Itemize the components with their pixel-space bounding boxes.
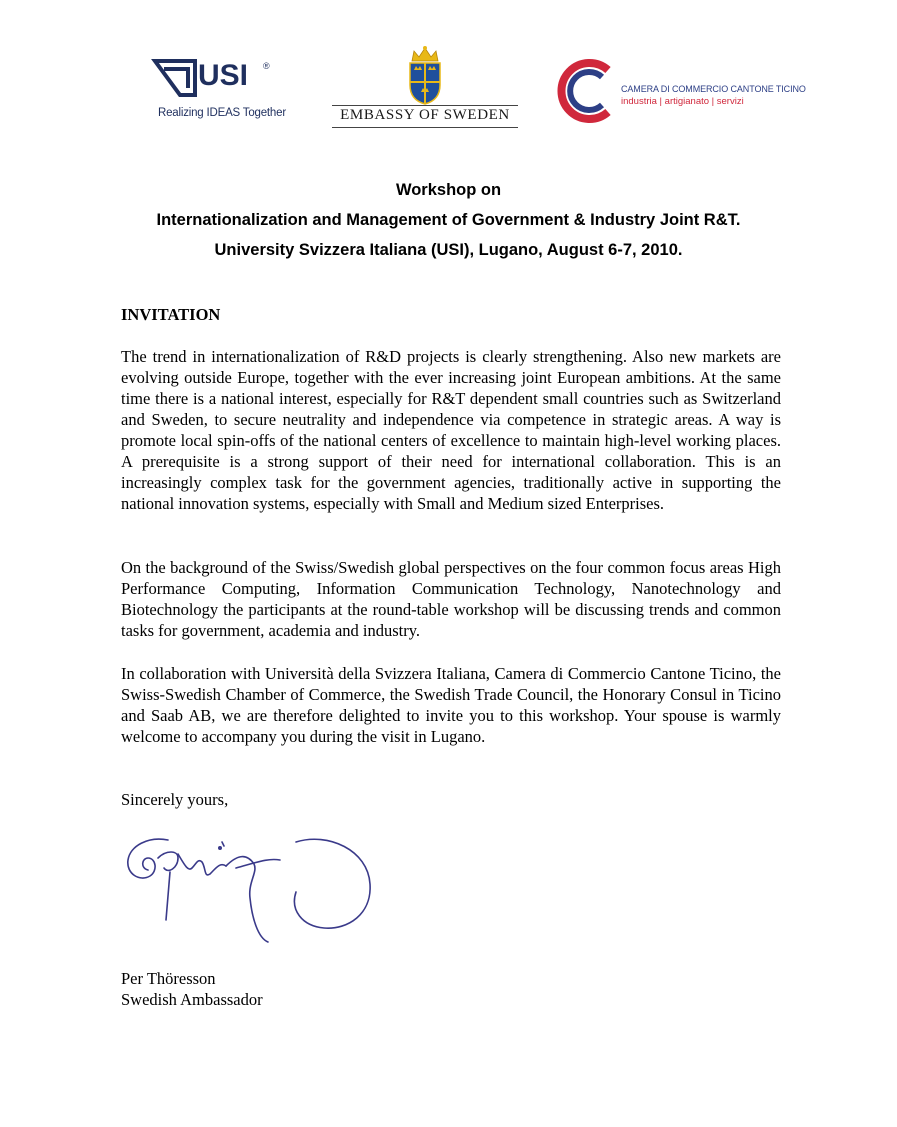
embassy-rule-top [332, 105, 518, 106]
embassy-name: EMBASSY OF SWEDEN [340, 107, 510, 123]
camera-commercio-logo [556, 58, 806, 124]
heading-workshop: Workshop on [395, 181, 502, 199]
usi-tagline: Realizing IDEAS Together [158, 107, 286, 119]
embassy-logo [332, 45, 520, 131]
camera-sectors: industria | artigianato | servizi [621, 96, 744, 107]
signer-name: Per Thöresson [121, 969, 216, 988]
heading-venue-date: University Svizzera Italiana (USI), Lugano, August 6-7, 2010. [214, 241, 683, 259]
usi-mark-icon [150, 55, 290, 105]
embassy-rule-bottom [332, 127, 518, 128]
invitation-title: INVITATION [121, 305, 221, 324]
closing: Sincerely yours, [121, 790, 229, 809]
signature-icon [118, 828, 383, 953]
usi-logo [150, 55, 295, 125]
signer-title: Swedish Ambassador [121, 990, 263, 1009]
heading-title: Internationalization and Management of Government & Industry Joint R&T. [156, 211, 741, 229]
usi-mark-text: USI [198, 59, 249, 92]
paragraph-3: In collaboration with Università della Svizzera Italiana, Camera di Commercio Cantone Ticino, the Swiss-Swedish Chamber of Commerce, the Swedish Trade Council, the Honorary Consul in Ticino and Saab AB, we are therefore delighted to invite you to this workshop. Your spouse is warmly welcome to accompany you during the visit in Lugano. [121, 664, 781, 746]
swedish-crest-icon [332, 45, 518, 105]
registered-mark: ® [263, 61, 270, 71]
camera-name: CAMERA DI COMMERCIO CANTONE TICINO [621, 84, 806, 94]
paragraph-2: On the background of the Swiss/Swedish global perspectives on the four common focus areas High Performance Computing, Information Communication Technology, Nanotechnology and Biotechnology the participants at the round-table workshop will be discussing trends and common tasks for government, academia and industry. [121, 558, 781, 640]
paragraph-1: The trend in internationalization of R&D projects is clearly strengthening. Also new markets are evolving outside Europe, together with the ever increasing joint European ambitions. At the same time there is a national interest, especially for R&T dependent small countries such as Switzerland and Sweden, to secure neutrality and independence via competence in strategic areas. A way is promote local spin-offs of the national centers of excellence to maintain high-level working places. A prerequisite is a strong support of their need for international collaboration. This is an increasingly complex task for the government agencies, traditionally active in supporting the national innovation systems, especially with Small and Medium sized Enterprises. [121, 347, 781, 513]
camera-ring-icon [556, 58, 622, 124]
